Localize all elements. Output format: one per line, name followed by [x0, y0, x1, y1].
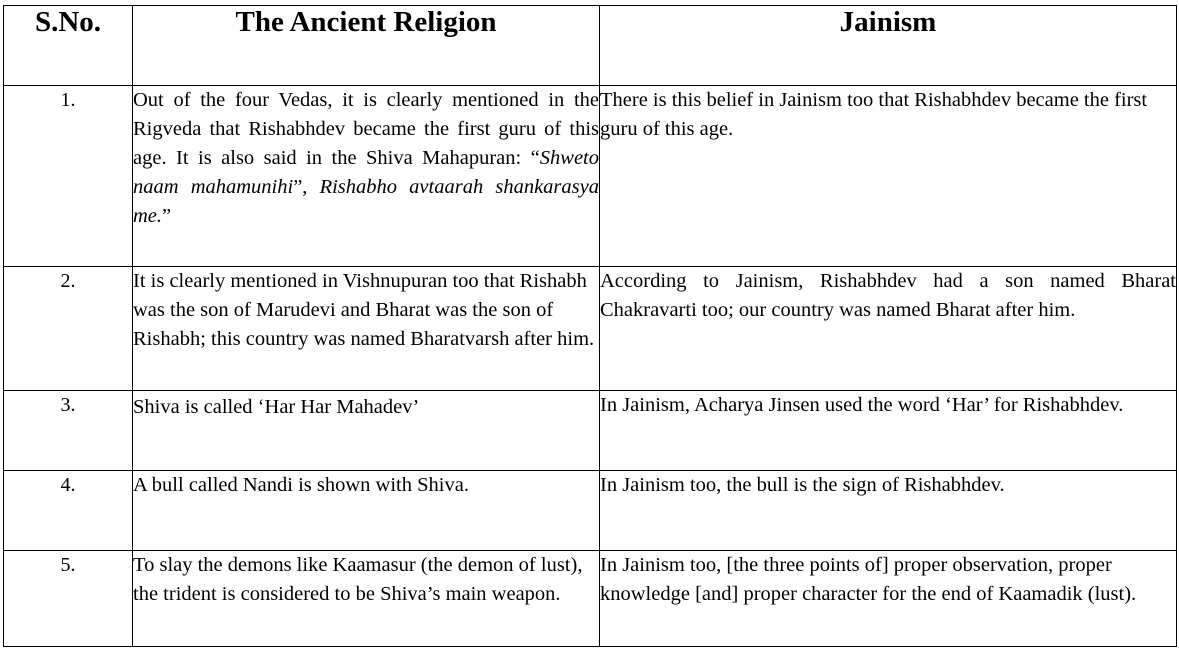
jainism-cell: In Jainism too, the bull is the sign of Rishabhdev.: [600, 471, 1177, 551]
jainism-cell: In Jainism too, [the three points of] proper observation, proper knowledge [and] proper character for the end of Kaamadik (lust).: [600, 551, 1177, 647]
ancient-religion-cell: A bull called Nandi is shown with Shiva.: [133, 471, 600, 551]
header-ancient-religion: The Ancient Religion: [133, 6, 600, 86]
row-number: 4.: [4, 471, 133, 551]
ancient-quote-sep: ”,: [293, 176, 320, 198]
ancient-quote-close: ”: [162, 205, 172, 227]
header-jainism: Jainism: [600, 6, 1177, 86]
ancient-religion-cell: It is clearly mentioned in Vishnupuran too that Rishabh was the son of Marudevi and Bharat was the son of Rishabh; this country was named Bharatvarsh after him.: [133, 267, 600, 391]
row-number: 3.: [4, 391, 133, 471]
ancient-religion-cell: To slay the demons like Kaamasur (the demon of lust), the trident is considered to be Shiva’s main weapon.: [133, 551, 600, 647]
table-row: [4, 391, 1177, 471]
row-number: 1.: [4, 86, 133, 267]
table-header-row: [4, 6, 1177, 86]
table-row: [4, 267, 1177, 391]
ancient-quote-italic-2: Rishabho avtaarah shankarasya me.: [133, 176, 599, 227]
jainism-cell: According to Jainism, Rishabhdev had a son named Bharat Chakravarti too; our country was named Bharat after him.: [600, 267, 1177, 391]
table-row: [4, 471, 1177, 551]
table-row: [4, 551, 1177, 647]
jainism-cell: There is this belief in Jainism too that Rishabhdev became the first guru of this age.: [600, 86, 1177, 267]
ancient-religion-cell: [133, 86, 600, 267]
header-sno: S.No.: [4, 6, 133, 86]
row-number: 5.: [4, 551, 133, 647]
ancient-text: Out of the four Vedas, it is clearly mentioned in the Rigveda that Rishabhdev became the first guru of this age. It is also said in the Shiva Mahapuran: “: [133, 89, 599, 169]
table-row: [4, 86, 1177, 267]
comparison-table: [3, 5, 1177, 647]
jainism-cell: In Jainism, Acharya Jinsen used the word ‘Har’ for Rishabhdev.: [600, 391, 1177, 471]
row-number: 2.: [4, 267, 133, 391]
ancient-quote-italic-1: Shweto naam mahamunihi: [133, 147, 599, 198]
ancient-religion-cell: Shiva is called ‘Har Har Mahadev’: [133, 391, 600, 471]
